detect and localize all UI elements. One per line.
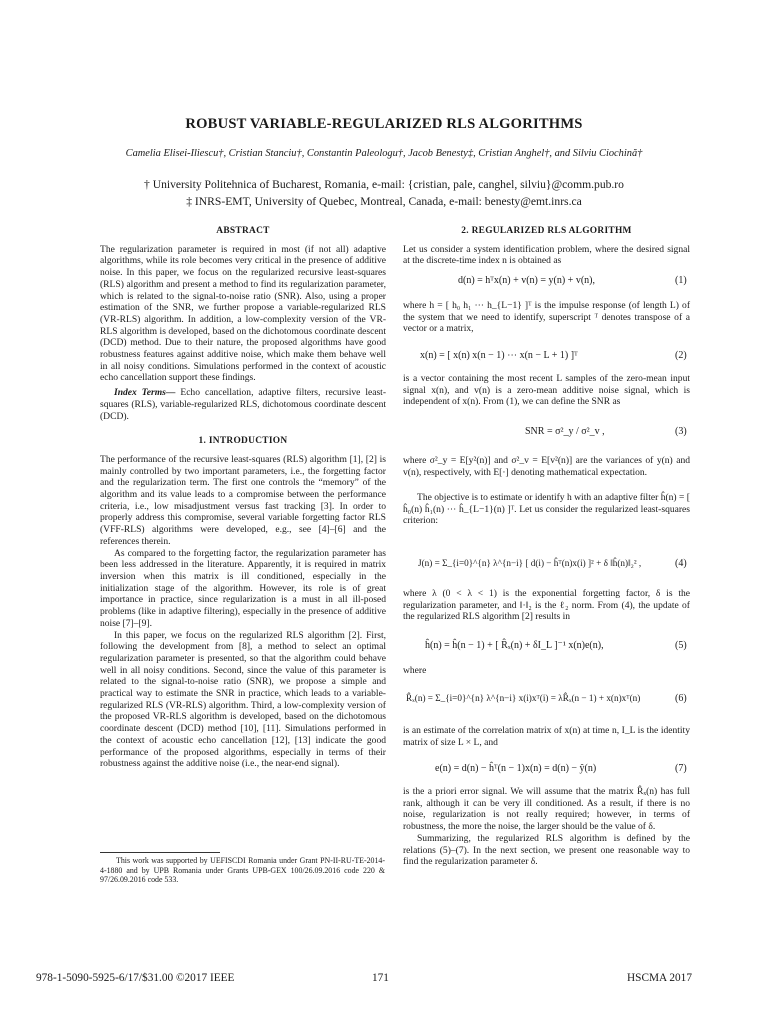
affiliation-2: ‡ INRS-EMT, University of Quebec, Montreal, Canada, e-mail: benesty@emt.inrs.ca <box>186 195 582 208</box>
equation-7: e(n) = d(n) − ĥᵀ(n − 1)x(n) = d(n) − ŷ(n) <box>435 763 597 774</box>
intro-paragraph-3: In this paper, we focus on the regularized RLS algorithm [2]. First, following the development from [8], a method to select an optimal regularization parameter is presented, so that the algorithm could behave well in all noisy conditions. Second, since the value of this parameter is related to the signal-to-noise ratio (SNR), we propose a simple and practical way to estimate the SNR in practice, which leads to a variable-regularized RLS (VR-RLS) algorithm. Third, a low-complexity version of the proposed VR-RLS algorithm is developed, based on the dichotomous coordinate descent (DCD) method [10], [11]. Simulations performed in the context of acoustic echo cancellation [12], [13] indicate the good performance of the proposed algorithms, especially in terms of their robustness against the additive noise (i.e., the near-end signal). <box>100 629 386 770</box>
right-column-end <box>403 786 690 868</box>
right-column <box>403 226 690 267</box>
right-paragraph-10: Summarizing, the regularized RLS algorithm is defined by the relations (5)–(7). In the next section, we present one reasonable way to find the regularization parameter δ. <box>403 832 690 868</box>
conference-name: HSCMA 2017 <box>627 972 692 984</box>
equation-2-number: (2) <box>675 350 687 361</box>
right-paragraph-6: where λ (0 < λ < 1) is the exponential forgetting factor, δ is the regularization parameter, and ‖·‖₂ is the ℓ₂ norm. From (4), the update of the regularized RLS algorithm [2] results in <box>403 588 690 623</box>
right-paragraph-8: is an estimate of the correlation matrix of x(n) at time n, I_L is the identity matrix of size L × L, and <box>403 725 690 748</box>
equation-6: R̂ₓ(n) = Σ_{i=0}^{n} λ^{n−i} x(i)xᵀ(i) = λR̂ₓ(n − 1) + x(n)xᵀ(n) <box>406 693 641 703</box>
abstract-heading: ABSTRACT <box>216 226 270 236</box>
footnote: This work was supported by UEFISCDI Romania under Grant PN-II-RU-TE-2014-4-1880 and by UPB Romania under Grants UPB-GEX 100/26.09.2016 code 220 & 97/26.09.2016 code 533. <box>100 856 385 885</box>
section-heading: 2. REGULARIZED RLS ALGORITHM <box>461 226 632 236</box>
author-list: Camelia Elisei-Iliescu†, Cristian Stanciu†, Constantin Paleologu†, Jacob Benesty‡, Cristian Anghel†, and Silviu Ciochină† <box>125 148 643 159</box>
equation-5-number: (5) <box>675 640 687 651</box>
right-paragraph-9: is the a priori error signal. We will assume that the matrix R̂ₓ(n) has full rank, although it can be very ill conditioned. As a result, if there is no noise, regularization is not really required; however, in terms of robustness, the more the noise, the larger should be the value of δ. <box>403 786 690 833</box>
paper-title: ROBUST VARIABLE-REGULARIZED RLS ALGORITHMS <box>185 116 583 132</box>
equation-2: x(n) = [ x(n) x(n − 1) ⋯ x(n − L + 1) ]ᵀ <box>420 350 578 361</box>
right-paragraph-1: Let us consider a system identification problem, where the desired signal at the discrete-time index n is obtained as <box>403 243 690 267</box>
equation-4: J(n) = Σ_{i=0}^{n} λ^{n−i} [ d(i) − ĥᵀ(n)x(i) ]² + δ ‖ĥ(n)‖₂² , <box>418 558 642 568</box>
equation-4-number: (4) <box>675 558 687 569</box>
index-terms-label: Index Terms— <box>114 387 176 399</box>
equation-7-number: (7) <box>675 763 687 774</box>
left-column <box>100 226 386 770</box>
equation-6-number: (6) <box>675 693 687 704</box>
intro-heading: 1. INTRODUCTION <box>198 436 288 447</box>
right-paragraph-2: where h = [ h₀ h₁ ⋯ h_{L−1} ]ᵀ is the impulse response (of length L) of the system that we need to identify, superscript ᵀ denotes transpose of a vector or a matrix, <box>403 300 690 335</box>
affiliation-1: † University Politehnica of Bucharest, Romania, e-mail: {cristian, pale, canghel, silviu}@comm.pub.ro <box>144 178 624 191</box>
footnote-rule <box>100 852 220 853</box>
equation-5: ĥ(n) = ĥ(n − 1) + [ R̂ₓ(n) + δI_L ]⁻¹ x(n)e(n), <box>425 640 604 651</box>
index-terms <box>100 387 386 422</box>
page-number: 171 <box>372 972 389 984</box>
footer-isbn: 978-1-5090-5925-6/17/$31.00 ©2017 IEEE <box>36 972 235 984</box>
equation-1-number: (1) <box>675 275 687 286</box>
right-paragraph-7: where <box>403 665 427 676</box>
index-terms-text: Echo cancellation, adaptive filters, recursive least-squares (RLS), variable-regularized RLS, dichotomous coordinate descent (DCD). <box>100 387 387 422</box>
equation-3-number: (3) <box>675 426 687 437</box>
intro-paragraph-2: As compared to the forgetting factor, the regularization parameter has been less addressed in the literature. Apparently, it is required in matrix inversion when this matrix is ill conditioned, especially in the initialization stage of the algorithm. However, its role is of great importance in practice, since regularization is a must in all ill-posed problems (like in adaptive filtering), especially in the presence of additive noise [7]–[9]. <box>100 547 386 629</box>
equation-1: d(n) = hᵀx(n) + v(n) = y(n) + v(n), <box>458 275 595 286</box>
right-paragraph-5: The objective is to estimate or identify h with an adaptive filter ĥ(n) = [ ĥ₀(n) ĥ₁(n) ⋯ ĥ_{L−1}(n) ]ᵀ. Let us consider the regularized least-squares criterion: <box>403 492 690 527</box>
right-paragraph-4: where σ²_y = E[y²(n)] and σ²_v = E[v²(n)] are the variances of y(n) and v(n), respectively, with E[·] denoting mathematical expectation. <box>403 455 690 478</box>
equation-3: SNR = σ²_y / σ²_v , <box>525 426 605 437</box>
right-paragraph-3: is a vector containing the most recent L samples of the zero-mean input signal x(n), and v(n) is a zero-mean additive noise signal, which is independent of x(n). From (1), we can define the SNR as <box>403 373 690 408</box>
abstract-text: The regularization parameter is required in most (if not all) adaptive algorithms, while its role becomes very critical in the presence of additive noise. In this paper, we focus on the regularized recursive least-squares (RLS) algorithm and present a method to find its regularization parameter, which is related to the signal-to-noise ratio (SNR). Also, using a proper estimation of the SNR, we further propose a variable-regularized RLS (VR-RLS) algorithm. In addition, a low-complexity version of the VR-RLS algorithm is developed, based on the dichotomous coordinate descent (DCD) method. Due to their nature, the proposed algorithms have good robustness features against additive noise, which make them behave well in all noisy conditions. Simulations performed in the context of acoustic echo cancellation support these findings. <box>100 243 386 384</box>
intro-paragraph-1: The performance of the recursive least-squares (RLS) algorithm [1], [2] is mainly controlled by two important parameters, i.e., the forgetting factor and the regularization term. The first one controls the “memory” of the algorithm and its value leads to a compromise between the performance criteria, i.e., low misadjustment versus fast tracking [3]. In order to properly address this compromise, several variable forgetting factor RLS (VFF-RLS) algorithms were developed, e.g., see [4]–[6] and the references therein. <box>100 453 386 547</box>
